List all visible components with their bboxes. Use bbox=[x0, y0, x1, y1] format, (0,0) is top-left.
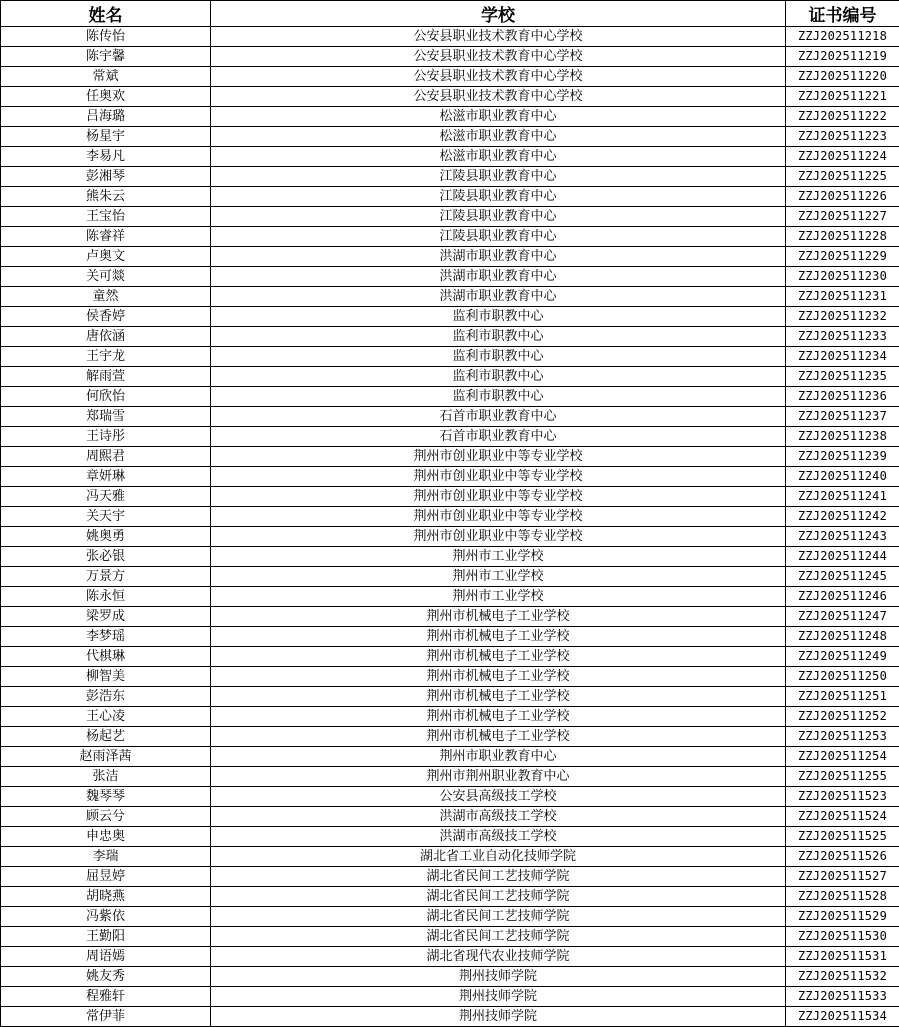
school-cell: 洪湖市职业教育中心 bbox=[211, 287, 786, 307]
school-cell: 公安县职业技术教育中心学校 bbox=[211, 67, 786, 87]
name-cell: 万景方 bbox=[1, 567, 211, 587]
cert-cell: ZZJ202511253 bbox=[786, 727, 899, 747]
cert-cell: ZZJ202511531 bbox=[786, 947, 899, 967]
table-row bbox=[1, 287, 899, 307]
school-cell: 荆州市创业职业中等专业学校 bbox=[211, 447, 786, 467]
table-row bbox=[1, 687, 899, 707]
school-cell: 荆州市工业学校 bbox=[211, 587, 786, 607]
cert-cell: ZZJ202511528 bbox=[786, 887, 899, 907]
table-row bbox=[1, 167, 899, 187]
name-cell: 梁罗成 bbox=[1, 607, 211, 627]
table-row bbox=[1, 667, 899, 687]
name-cell: 魏琴琴 bbox=[1, 787, 211, 807]
school-cell: 江陵县职业教育中心 bbox=[211, 207, 786, 227]
school-cell: 荆州市职业教育中心 bbox=[211, 747, 786, 767]
cert-cell: ZZJ202511248 bbox=[786, 627, 899, 647]
cert-cell: ZZJ202511233 bbox=[786, 327, 899, 347]
cert-cell: ZZJ202511534 bbox=[786, 1007, 899, 1027]
cert-cell: ZZJ202511221 bbox=[786, 87, 899, 107]
school-cell: 湖北省民间工艺技师学院 bbox=[211, 907, 786, 927]
cert-cell: ZZJ202511228 bbox=[786, 227, 899, 247]
table-row bbox=[1, 647, 899, 667]
table-row bbox=[1, 467, 899, 487]
school-cell: 荆州市创业职业中等专业学校 bbox=[211, 467, 786, 487]
cert-cell: ZZJ202511533 bbox=[786, 987, 899, 1007]
name-cell: 姚友秀 bbox=[1, 967, 211, 987]
cert-cell: ZZJ202511226 bbox=[786, 187, 899, 207]
school-cell: 松滋市职业教育中心 bbox=[211, 127, 786, 147]
name-cell: 代棋琳 bbox=[1, 647, 211, 667]
name-cell: 王心凌 bbox=[1, 707, 211, 727]
cert-cell: ZZJ202511250 bbox=[786, 667, 899, 687]
school-cell: 公安县职业技术教育中心学校 bbox=[211, 87, 786, 107]
name-cell: 卢奥文 bbox=[1, 247, 211, 267]
cert-cell: ZZJ202511252 bbox=[786, 707, 899, 727]
name-cell: 熊朱云 bbox=[1, 187, 211, 207]
cert-cell: ZZJ202511245 bbox=[786, 567, 899, 587]
table-row bbox=[1, 867, 899, 887]
cert-cell: ZZJ202511219 bbox=[786, 47, 899, 67]
name-cell: 常伊菲 bbox=[1, 1007, 211, 1027]
table-row bbox=[1, 727, 899, 747]
school-cell: 监利市职教中心 bbox=[211, 307, 786, 327]
table-row bbox=[1, 987, 899, 1007]
name-cell: 郑瑞雪 bbox=[1, 407, 211, 427]
name-cell: 王宝怡 bbox=[1, 207, 211, 227]
header-name: 姓名 bbox=[1, 1, 211, 27]
school-cell: 荆州市机械电子工业学校 bbox=[211, 627, 786, 647]
school-cell: 江陵县职业教育中心 bbox=[211, 187, 786, 207]
school-cell: 松滋市职业教育中心 bbox=[211, 147, 786, 167]
name-cell: 屈昱婷 bbox=[1, 867, 211, 887]
cert-cell: ZZJ202511530 bbox=[786, 927, 899, 947]
name-cell: 杨星宇 bbox=[1, 127, 211, 147]
name-cell: 陈传怡 bbox=[1, 27, 211, 47]
name-cell: 常斌 bbox=[1, 67, 211, 87]
name-cell: 侯香婷 bbox=[1, 307, 211, 327]
table-row bbox=[1, 607, 899, 627]
school-cell: 公安县高级技工学校 bbox=[211, 787, 786, 807]
school-cell: 荆州市工业学校 bbox=[211, 567, 786, 587]
school-cell: 荆州市创业职业中等专业学校 bbox=[211, 527, 786, 547]
name-cell: 柳智美 bbox=[1, 667, 211, 687]
school-cell: 洪湖市高级技工学校 bbox=[211, 807, 786, 827]
cert-cell: ZZJ202511232 bbox=[786, 307, 899, 327]
cert-cell: ZZJ202511251 bbox=[786, 687, 899, 707]
table-row bbox=[1, 87, 899, 107]
table-row bbox=[1, 27, 899, 47]
name-cell: 彭湘琴 bbox=[1, 167, 211, 187]
cert-cell: ZZJ202511234 bbox=[786, 347, 899, 367]
school-cell: 石首市职业教育中心 bbox=[211, 407, 786, 427]
table-row bbox=[1, 187, 899, 207]
school-cell: 监利市职教中心 bbox=[211, 327, 786, 347]
school-cell: 湖北省工业自动化技师学院 bbox=[211, 847, 786, 867]
cert-cell: ZZJ202511244 bbox=[786, 547, 899, 567]
table-row bbox=[1, 307, 899, 327]
table-row bbox=[1, 527, 899, 547]
table-row bbox=[1, 447, 899, 467]
cert-cell: ZZJ202511236 bbox=[786, 387, 899, 407]
table-row bbox=[1, 807, 899, 827]
cert-cell: ZZJ202511526 bbox=[786, 847, 899, 867]
name-cell: 冯天雅 bbox=[1, 487, 211, 507]
table-row bbox=[1, 507, 899, 527]
name-cell: 何欣怡 bbox=[1, 387, 211, 407]
cert-cell: ZZJ202511525 bbox=[786, 827, 899, 847]
table-row bbox=[1, 327, 899, 347]
name-cell: 李瑞 bbox=[1, 847, 211, 867]
table-row bbox=[1, 367, 899, 387]
table-row bbox=[1, 887, 899, 907]
name-cell: 彭浩东 bbox=[1, 687, 211, 707]
table-row bbox=[1, 387, 899, 407]
name-cell: 王勤阳 bbox=[1, 927, 211, 947]
cert-cell: ZZJ202511523 bbox=[786, 787, 899, 807]
cert-cell: ZZJ202511220 bbox=[786, 67, 899, 87]
table-row bbox=[1, 227, 899, 247]
school-cell: 监利市职教中心 bbox=[211, 367, 786, 387]
table-row bbox=[1, 147, 899, 167]
table-row bbox=[1, 827, 899, 847]
cert-cell: ZZJ202511524 bbox=[786, 807, 899, 827]
table-body bbox=[1, 27, 899, 1027]
cert-cell: ZZJ202511222 bbox=[786, 107, 899, 127]
table-row bbox=[1, 627, 899, 647]
school-cell: 荆州市机械电子工业学校 bbox=[211, 727, 786, 747]
cert-cell: ZZJ202511246 bbox=[786, 587, 899, 607]
cert-cell: ZZJ202511527 bbox=[786, 867, 899, 887]
cert-cell: ZZJ202511224 bbox=[786, 147, 899, 167]
cert-cell: ZZJ202511227 bbox=[786, 207, 899, 227]
school-cell: 洪湖市职业教育中心 bbox=[211, 267, 786, 287]
table-row bbox=[1, 747, 899, 767]
table-row bbox=[1, 267, 899, 287]
table-row bbox=[1, 707, 899, 727]
table-row bbox=[1, 787, 899, 807]
school-cell: 松滋市职业教育中心 bbox=[211, 107, 786, 127]
cert-cell: ZZJ202511237 bbox=[786, 407, 899, 427]
table-row bbox=[1, 967, 899, 987]
school-cell: 公安县职业技术教育中心学校 bbox=[211, 47, 786, 67]
school-cell: 荆州市创业职业中等专业学校 bbox=[211, 507, 786, 527]
name-cell: 唐依涵 bbox=[1, 327, 211, 347]
school-cell: 洪湖市职业教育中心 bbox=[211, 247, 786, 267]
school-cell: 荆州市机械电子工业学校 bbox=[211, 687, 786, 707]
table-row bbox=[1, 427, 899, 447]
table-row bbox=[1, 407, 899, 427]
name-cell: 张洁 bbox=[1, 767, 211, 787]
name-cell: 程雅轩 bbox=[1, 987, 211, 1007]
table-row bbox=[1, 347, 899, 367]
school-cell: 湖北省现代农业技师学院 bbox=[211, 947, 786, 967]
cert-cell: ZZJ202511255 bbox=[786, 767, 899, 787]
school-cell: 湖北省民间工艺技师学院 bbox=[211, 927, 786, 947]
name-cell: 陈永恒 bbox=[1, 587, 211, 607]
cert-cell: ZZJ202511242 bbox=[786, 507, 899, 527]
school-cell: 荆州市创业职业中等专业学校 bbox=[211, 487, 786, 507]
cert-cell: ZZJ202511238 bbox=[786, 427, 899, 447]
school-cell: 江陵县职业教育中心 bbox=[211, 167, 786, 187]
name-cell: 周语嫣 bbox=[1, 947, 211, 967]
name-cell: 童然 bbox=[1, 287, 211, 307]
table-row bbox=[1, 67, 899, 87]
name-cell: 顾云兮 bbox=[1, 807, 211, 827]
school-cell: 江陵县职业教育中心 bbox=[211, 227, 786, 247]
cert-cell: ZZJ202511231 bbox=[786, 287, 899, 307]
cert-cell: ZZJ202511241 bbox=[786, 487, 899, 507]
cert-cell: ZZJ202511223 bbox=[786, 127, 899, 147]
school-cell: 湖北省民间工艺技师学院 bbox=[211, 887, 786, 907]
cert-cell: ZZJ202511240 bbox=[786, 467, 899, 487]
name-cell: 赵雨泽茜 bbox=[1, 747, 211, 767]
table-row bbox=[1, 247, 899, 267]
table-row bbox=[1, 1007, 899, 1027]
cert-cell: ZZJ202511235 bbox=[786, 367, 899, 387]
name-cell: 陈睿祥 bbox=[1, 227, 211, 247]
cert-cell: ZZJ202511532 bbox=[786, 967, 899, 987]
name-cell: 王诗彤 bbox=[1, 427, 211, 447]
table-row bbox=[1, 587, 899, 607]
table-row bbox=[1, 567, 899, 587]
cert-cell: ZZJ202511239 bbox=[786, 447, 899, 467]
table-row bbox=[1, 207, 899, 227]
school-cell: 荆州技师学院 bbox=[211, 967, 786, 987]
cert-cell: ZZJ202511243 bbox=[786, 527, 899, 547]
name-cell: 李易凡 bbox=[1, 147, 211, 167]
cert-cell: ZZJ202511247 bbox=[786, 607, 899, 627]
school-cell: 荆州市工业学校 bbox=[211, 547, 786, 567]
name-cell: 陈宇馨 bbox=[1, 47, 211, 67]
table-row bbox=[1, 47, 899, 67]
school-cell: 公安县职业技术教育中心学校 bbox=[211, 27, 786, 47]
name-cell: 章妍琳 bbox=[1, 467, 211, 487]
name-cell: 周熙君 bbox=[1, 447, 211, 467]
school-cell: 荆州技师学院 bbox=[211, 987, 786, 1007]
header-cert: 证书编号 bbox=[786, 1, 899, 27]
table-row bbox=[1, 927, 899, 947]
school-cell: 石首市职业教育中心 bbox=[211, 427, 786, 447]
cert-cell: ZZJ202511218 bbox=[786, 27, 899, 47]
school-cell: 荆州市机械电子工业学校 bbox=[211, 647, 786, 667]
name-cell: 吕海璐 bbox=[1, 107, 211, 127]
school-cell: 荆州市机械电子工业学校 bbox=[211, 607, 786, 627]
table-row bbox=[1, 947, 899, 967]
table-row bbox=[1, 487, 899, 507]
name-cell: 张必银 bbox=[1, 547, 211, 567]
header-school: 学校 bbox=[211, 1, 786, 27]
school-cell: 湖北省民间工艺技师学院 bbox=[211, 867, 786, 887]
header-row bbox=[1, 1, 899, 27]
name-cell: 关天宇 bbox=[1, 507, 211, 527]
table-header bbox=[1, 1, 899, 27]
table-row bbox=[1, 907, 899, 927]
school-cell: 荆州技师学院 bbox=[211, 1007, 786, 1027]
school-cell: 荆州市机械电子工业学校 bbox=[211, 667, 786, 687]
school-cell: 荆州市荆州职业教育中心 bbox=[211, 767, 786, 787]
name-cell: 任奥欢 bbox=[1, 87, 211, 107]
name-cell: 胡晓燕 bbox=[1, 887, 211, 907]
cert-cell: ZZJ202511225 bbox=[786, 167, 899, 187]
table-row bbox=[1, 767, 899, 787]
table-row bbox=[1, 127, 899, 147]
school-cell: 监利市职教中心 bbox=[211, 387, 786, 407]
name-cell: 姚奥勇 bbox=[1, 527, 211, 547]
name-cell: 申忠奥 bbox=[1, 827, 211, 847]
cert-cell: ZZJ202511230 bbox=[786, 267, 899, 287]
table-row bbox=[1, 107, 899, 127]
cert-cell: ZZJ202511229 bbox=[786, 247, 899, 267]
school-cell: 荆州市机械电子工业学校 bbox=[211, 707, 786, 727]
name-cell: 李梦瑶 bbox=[1, 627, 211, 647]
school-cell: 监利市职教中心 bbox=[211, 347, 786, 367]
cert-cell: ZZJ202511529 bbox=[786, 907, 899, 927]
name-cell: 杨起艺 bbox=[1, 727, 211, 747]
school-cell: 洪湖市高级技工学校 bbox=[211, 827, 786, 847]
cert-cell: ZZJ202511254 bbox=[786, 747, 899, 767]
table-row bbox=[1, 547, 899, 567]
table-row bbox=[1, 847, 899, 867]
name-cell: 冯紫依 bbox=[1, 907, 211, 927]
name-cell: 王宇龙 bbox=[1, 347, 211, 367]
cert-cell: ZZJ202511249 bbox=[786, 647, 899, 667]
name-cell: 解雨萱 bbox=[1, 367, 211, 387]
name-cell: 关可燚 bbox=[1, 267, 211, 287]
